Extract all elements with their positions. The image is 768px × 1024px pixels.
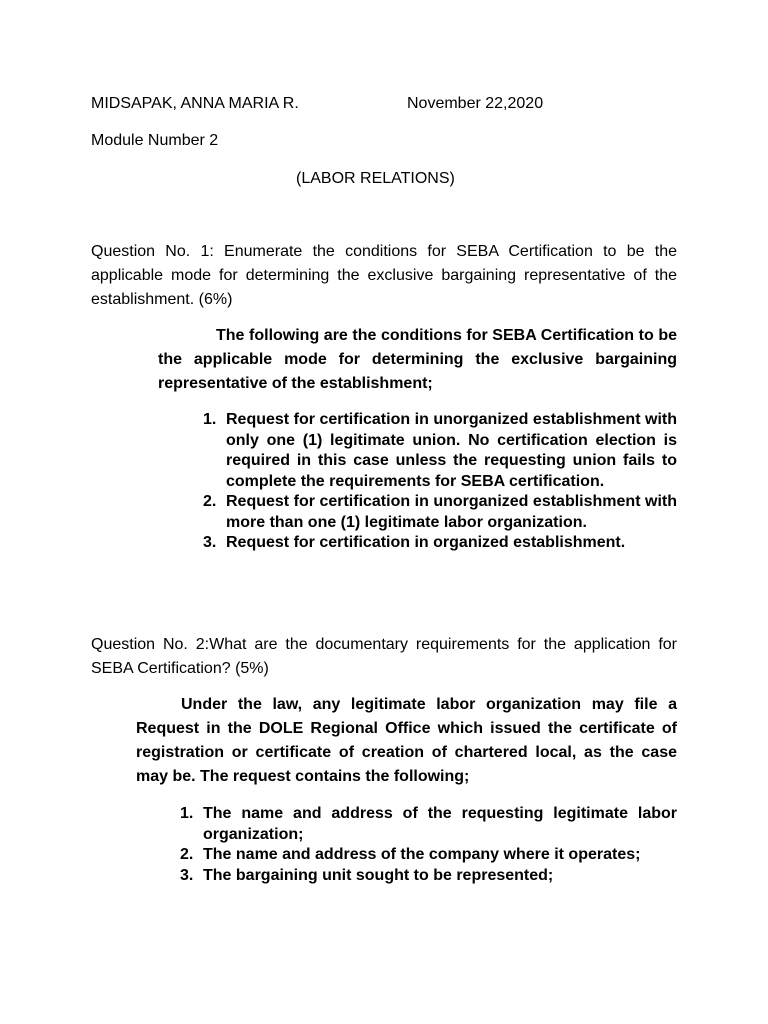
answer-2-intro: Under the law, any legitimate labor organization may file a Request in the DOLE Regional Office which issued the certificate of registration or certificate of creation of chartered local, as the case may be. The request contains the following; [136, 696, 677, 785]
list-item-text: The bargaining unit sought to be represented; [203, 866, 554, 884]
list-item-text: Request for certification in unorganized establishment with more than one (1) legitimate labor organization. [226, 493, 677, 531]
list-item [203, 410, 677, 492]
list-item [203, 533, 677, 554]
list-item-text: The name and address of the company where it operates; [203, 846, 641, 863]
answer-1-intro: The following are the conditions for SEBA Certification to be the applicable mode for determining the exclusive bargaining representative of the establishment; [158, 327, 677, 392]
list-item [180, 804, 677, 845]
list-item-number: 2. [180, 846, 194, 863]
list-item-number: 1. [180, 805, 194, 822]
list-item-number: 3. [180, 866, 194, 884]
list-item-number: 1. [203, 411, 217, 428]
document-date: November 22,2020 [407, 95, 544, 112]
answer-1-list [203, 410, 677, 554]
list-item-text: The name and address of the requesting legitimate labor organization; [203, 805, 677, 843]
list-item-text: Request for certification in unorganized establishment with only one (1) legitimate union. No certification election is required in this case unless the requesting union fails to complete the requirements for SEBA certification. [226, 411, 677, 490]
student-name: MIDSAPAK, ANNA MARIA R. [91, 95, 299, 112]
question-2: Question No. 2:What are the documentary requirements for the application for SEBA Certification? (5%) [91, 636, 677, 677]
section-title: (LABOR RELATIONS) [296, 170, 455, 187]
question-1: Question No. 1: Enumerate the conditions for SEBA Certification to be the applicable mode for determining the exclusive bargaining representative of the establishment. (6%) [91, 243, 677, 308]
list-item [180, 866, 677, 887]
answer-2-list [180, 804, 677, 886]
list-item [203, 492, 677, 533]
list-item-number: 2. [203, 493, 217, 510]
list-item-text: Request for certification in organized establishment. [226, 534, 626, 551]
list-item [180, 845, 677, 866]
list-item-number: 3. [203, 534, 217, 551]
module-number: Module Number 2 [91, 132, 219, 149]
